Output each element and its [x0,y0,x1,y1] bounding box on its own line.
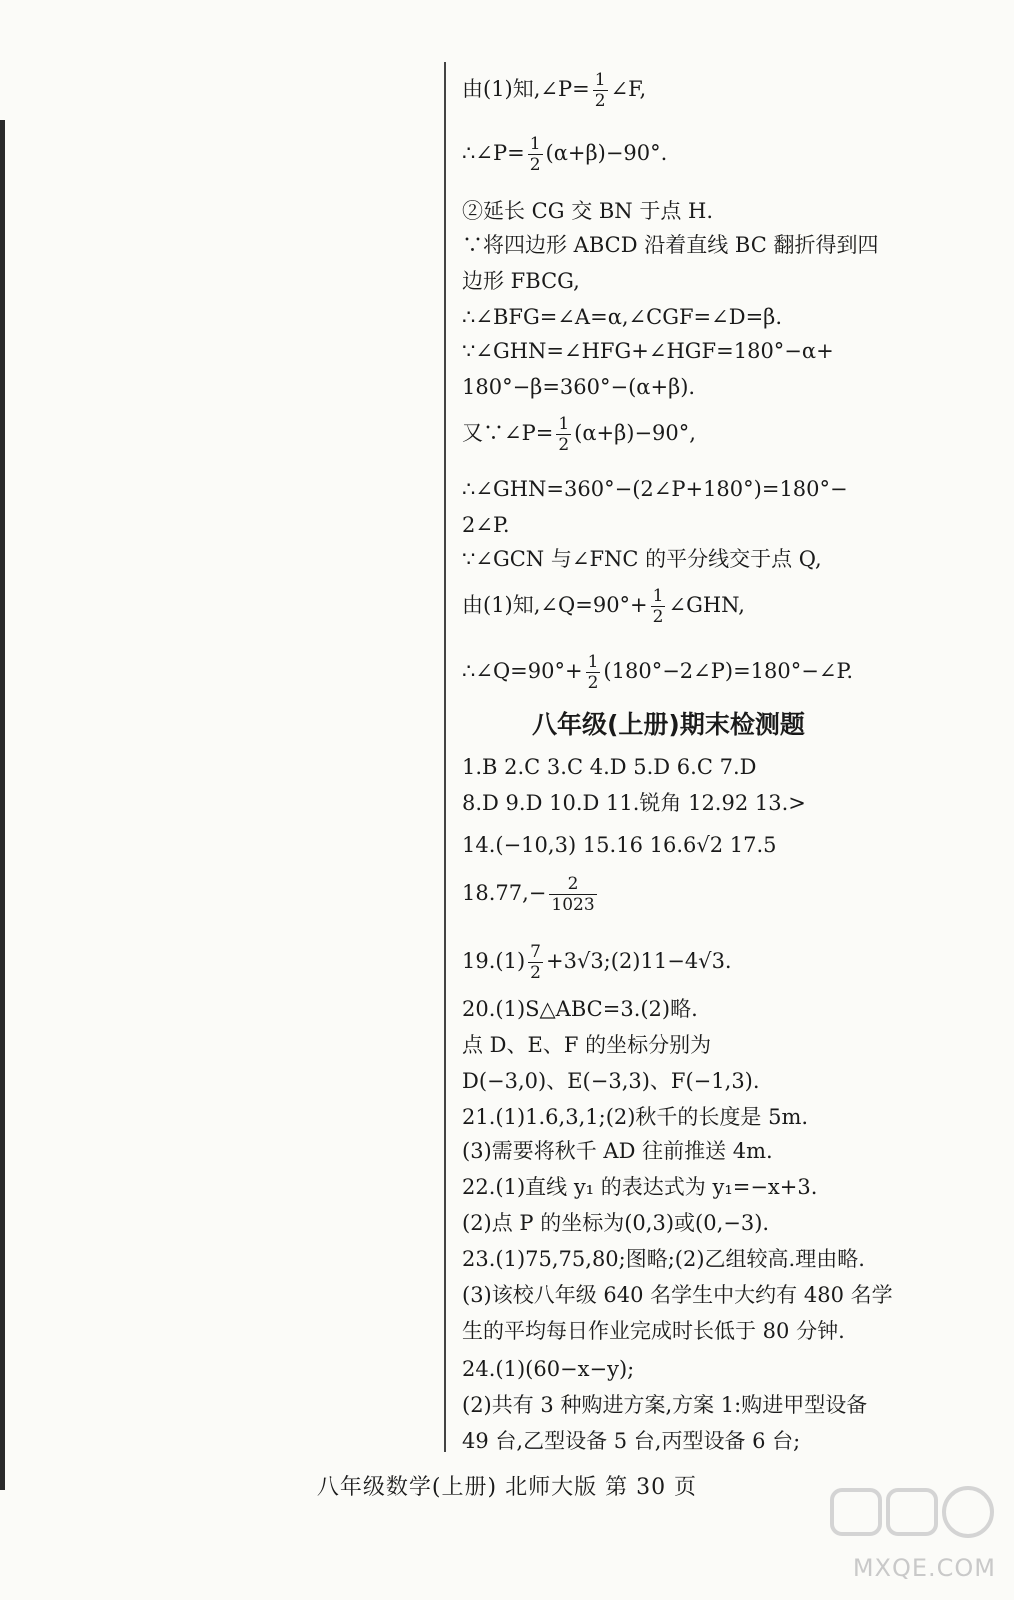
answer-line: ∴∠P= $\frac{1}{2}$ (α+β)−90°. [462,134,668,175]
answer-line: 14.(−10,3) 15.16 16.6√2 17.5 [462,833,777,857]
answer-line: 边形 FBCG, [462,269,580,293]
answer-line: 20.(1)S△ABC=3.(2)略. [462,997,698,1021]
answer-line: 23.(1)75,75,80;图略;(2)乙组较高.理由略. [462,1247,865,1271]
answer-line: ∴∠Q=90°+ $\frac{1}{2}$ (180°−2∠P)=180°−∠P. [462,652,853,693]
answer-line: 21.(1)1.6,3,1;(2)秋千的长度是 5m. [462,1105,809,1129]
fraction: $\frac{1}{2}$ [594,70,606,111]
answer-line: ∴∠BFG=∠A=α,∠CGF=∠D=β. [462,305,782,329]
answer-line: (3)需要将秋千 AD 往前推送 4m. [462,1139,773,1163]
answer-line: D(−3,0)、E(−3,3)、F(−1,3). [462,1069,760,1093]
answer-line: 2∠P. [462,513,510,537]
answer-line: 由(1)知,∠Q=90°+ $\frac{1}{2}$ ∠GHN, [462,586,745,627]
watermark-text: MXQE.COM [852,1554,996,1582]
answer-line: 1.B 2.C 3.C 4.D 5.D 6.C 7.D [462,755,757,779]
answer-line: (2)共有 3 种购进方案,方案 1:购进甲型设备 [462,1393,868,1417]
answer-line: 22.(1)直线 y₁ 的表达式为 y₁=−x+3. [462,1175,818,1199]
answer-line: ∵将四边形 ABCD 沿着直线 BC 翻折得到四 [462,233,879,257]
fraction: $\frac{2}{1023}$ [551,874,595,915]
fraction: $\frac{7}{2}$ [530,942,541,983]
page-footer: 八年级数学(上册) 北师大版 第 30 页 [316,1475,698,1500]
answer-line: (3)该校八年级 640 名学生中大约有 480 名学 [462,1283,893,1307]
answer-line: ∵∠GCN 与∠FNC 的平分线交于点 Q, [462,547,822,571]
column-divider [444,62,446,1452]
left-edge-binding [0,120,5,1490]
answer-line: (2)点 P 的坐标为(0,3)或(0,−3). [462,1211,770,1235]
fraction: $\frac{1}{2}$ [587,652,599,693]
answer-line: 49 台,乙型设备 5 台,丙型设备 6 台; [462,1429,801,1453]
answer-line: ②延长 CG 交 BN 于点 H. [462,199,714,223]
answer-line: 又∵∠P= $\frac{1}{2}$ (α+β)−90°, [462,414,696,455]
answer-line: 点 D、E、F 的坐标分别为 [462,1033,712,1057]
section-heading: 八年级(上册)期末检测题 [532,710,805,739]
fraction: $\frac{1}{2}$ [558,414,570,455]
answer-line: 由(1)知,∠P= $\frac{1}{2}$ ∠F, [462,70,647,111]
answer-line: 生的平均每日作业完成时长低于 80 分钟. [462,1319,845,1343]
fraction: $\frac{1}{2}$ [529,134,541,175]
fraction: $\frac{1}{2}$ [652,586,664,627]
answer-line: ∵∠GHN=∠HFG+∠HGF=180°−α+ [462,339,834,363]
answer-line: 19.(1) $\frac{7}{2}$ +3√3;(2)11−4√3. [462,942,732,983]
answer-line: 18.77,− $\frac{2}{1023}$ [462,874,595,915]
answer-line: ∴∠GHN=360°−(2∠P+180°)=180°− [462,477,848,501]
answer-line: 24.(1)(60−x−y); [462,1357,635,1381]
answer-line: 8.D 9.D 10.D 11.锐角 12.92 13.> [462,791,806,815]
answer-line: 180°−β=360°−(α+β). [462,375,696,399]
